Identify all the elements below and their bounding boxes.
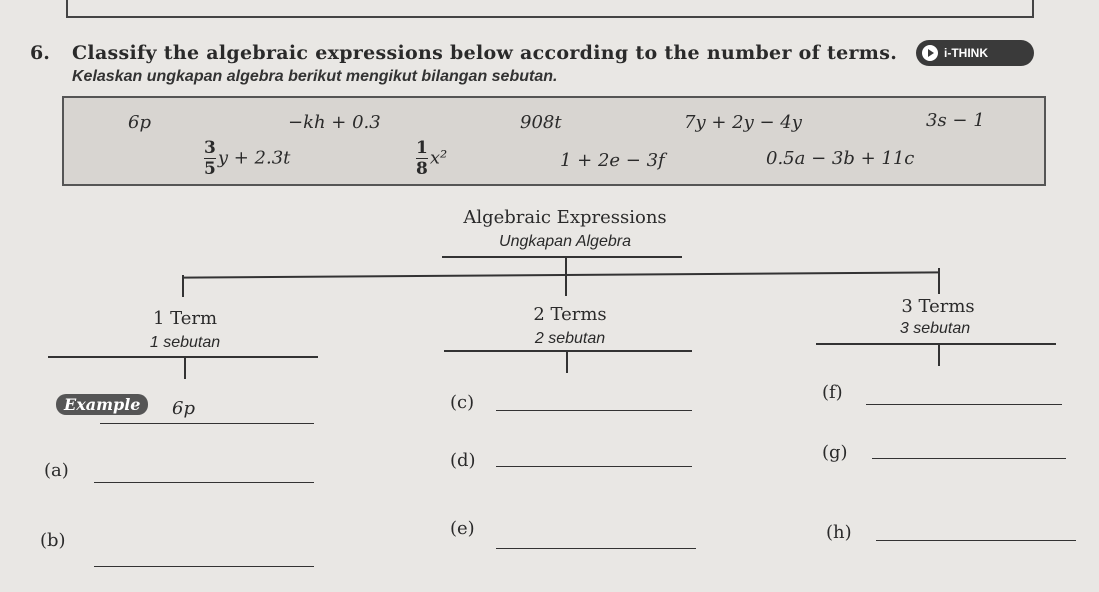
expression-7 bbox=[416, 138, 447, 179]
branch-1-title: 1 Term bbox=[152, 308, 218, 329]
i-think-badge bbox=[916, 40, 1034, 66]
branch-2-stem bbox=[566, 351, 568, 373]
branch-1-stem bbox=[184, 357, 186, 379]
question-number: 6. bbox=[30, 42, 50, 64]
expression-3: 908t bbox=[520, 112, 562, 133]
expression-9: 0.5a − 3b + 11c bbox=[766, 148, 915, 169]
branch-3-stem bbox=[938, 344, 940, 366]
label-h: (h) bbox=[826, 522, 852, 543]
root-underline bbox=[442, 256, 682, 258]
example-blank bbox=[100, 423, 314, 424]
branch-2-subtitle: 2 sebutan bbox=[534, 330, 606, 347]
fraction-denominator: 5 bbox=[204, 159, 216, 179]
branch-3-subtitle: 3 sebutan bbox=[899, 320, 971, 337]
fraction bbox=[204, 138, 216, 179]
expression-1: 6p bbox=[128, 112, 151, 133]
expression-6-terms: y + 2.3t bbox=[217, 147, 291, 169]
label-d: (d) bbox=[450, 450, 476, 471]
root-connector bbox=[565, 256, 567, 296]
branch-2-title: 2 Terms bbox=[533, 304, 607, 325]
example-badge: Example bbox=[56, 394, 148, 415]
fraction-numerator: 1 bbox=[416, 138, 428, 158]
branch-3-title: 3 Terms bbox=[901, 296, 975, 317]
branch-connector-1 bbox=[182, 275, 184, 297]
fraction-numerator: 3 bbox=[204, 138, 216, 158]
play-icon bbox=[922, 45, 938, 61]
branch-bar bbox=[182, 271, 940, 278]
example-answer: 6p bbox=[172, 398, 195, 419]
question-title: Classify the algebraic expressions below according to the number of terms. bbox=[72, 42, 898, 64]
label-a: (a) bbox=[44, 460, 69, 481]
question-subtitle: Kelaskan ungkapan algebra berikut mengikut bilangan sebutan. bbox=[72, 68, 558, 85]
expression-8: 1 + 2e − 3f bbox=[560, 150, 665, 171]
answer-c-blank[interactable] bbox=[496, 410, 692, 411]
expression-2: −kh + 0.3 bbox=[288, 112, 381, 133]
label-c: (c) bbox=[450, 392, 475, 413]
label-e: (e) bbox=[450, 518, 475, 539]
label-f: (f) bbox=[822, 382, 843, 403]
answer-e-blank[interactable] bbox=[496, 548, 696, 549]
previous-question-frame bbox=[66, 0, 1034, 18]
answer-b-blank[interactable] bbox=[94, 566, 314, 567]
branch-1-underline bbox=[48, 356, 318, 358]
branch-2-underline bbox=[444, 350, 692, 352]
tree-root-subtitle: Ungkapan Algebra bbox=[499, 233, 631, 250]
fraction bbox=[416, 138, 428, 179]
i-think-label: i-THINK bbox=[944, 46, 988, 60]
answer-h-blank[interactable] bbox=[876, 540, 1076, 541]
expression-7-terms: x² bbox=[429, 147, 448, 169]
expression-5: 3s − 1 bbox=[926, 110, 985, 131]
expression-6 bbox=[204, 138, 290, 179]
expression-4: 7y + 2y − 4y bbox=[684, 112, 802, 133]
answer-g-blank[interactable] bbox=[872, 458, 1066, 459]
answer-a-blank[interactable] bbox=[94, 482, 314, 483]
branch-connector-3 bbox=[938, 268, 940, 294]
label-g: (g) bbox=[822, 442, 848, 463]
answer-d-blank[interactable] bbox=[496, 466, 692, 467]
fraction-denominator: 8 bbox=[416, 159, 428, 179]
label-b: (b) bbox=[40, 530, 66, 551]
tree-root-title: Algebraic Expressions bbox=[463, 207, 667, 228]
answer-f-blank[interactable] bbox=[866, 404, 1062, 405]
branch-3-underline bbox=[816, 343, 1056, 345]
branch-1-subtitle: 1 sebutan bbox=[149, 334, 221, 351]
